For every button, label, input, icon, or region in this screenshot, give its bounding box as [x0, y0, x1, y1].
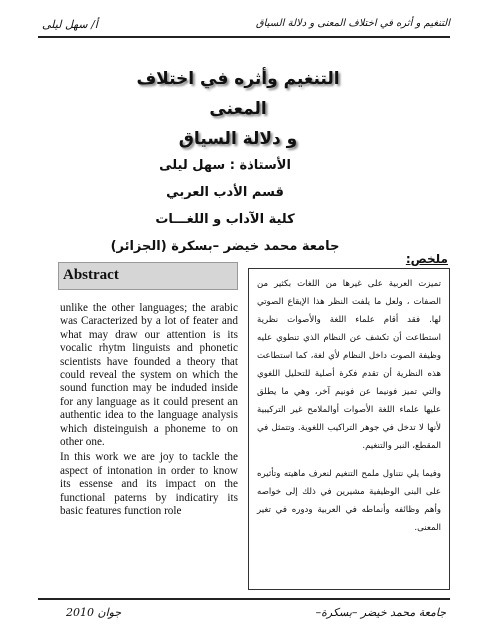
page-footer: [38, 598, 450, 628]
header-author: أ/ سهل ليلى: [42, 18, 98, 31]
summary-paragraph-2: وفيما يلي نتناول ملمح التنغيم لنعرف ماهيته وتأثيره على البنى الوظيفية مشيرين في ذلك إلى خواصه وأهم وظائفه وأنماطه في العربية ودوره في تغير المعنى.: [257, 469, 441, 533]
author-department: قسم الأدب العربي: [166, 185, 284, 200]
author-faculty: كلية الآداب و اللغـــات: [155, 212, 295, 227]
summary-box: [248, 268, 450, 590]
page-header: [38, 12, 450, 38]
abstract-heading: Abstract: [63, 267, 119, 283]
title-line-1: التنغيم وأثره في اختلاف المعنى: [136, 69, 340, 119]
author-name: الأستاذة : سهل ليلى: [159, 158, 291, 173]
abstract-body: [60, 302, 238, 521]
title-line-2: و دلالة السياق: [178, 129, 298, 149]
author-university: جامعة محمد خيضر –بسكرة (الجزائر): [110, 239, 340, 254]
summary-paragraph-1: تميزت العربية على غيرها من اللغات بكثير من الصفات ، ولعل ما يلفت النظر هذا الإيقاع الصوتي لها. فقد أقام علماء اللغة والأصوات نظرية استطاعت أن تكشف عن النظام الذي تنطوي عليه وظيفة الصوت داخل النظام لأي لغة، كما استطاعت هذه النظرية أن تقدم فكرة أصلية للتحليل اللغوي والتي تميز فونيما عن فونيم آخر، وهي ما يطلق عليها علماء اللغة الأصوات أوالملامح غير التركيبية لأنها لا تدخل في جوهر التراكيب اللغوية. وتتمثل في المقطع، النبر والتنغيم.: [257, 279, 441, 451]
author-info: [90, 152, 360, 260]
article-title: [108, 64, 368, 154]
abstract-paragraph-2: In this work we are joy to tackle the aspect of intonation in order to know its essense and its impact on the functional paterns by indicatiry its basic features function role: [60, 451, 238, 518]
summary-heading: ملخص:: [405, 252, 448, 266]
abstract-heading-box: [58, 262, 238, 290]
header-title: التنغيم و أثره في اختلاف المعنى و دلالة السياق: [255, 18, 450, 29]
footer-university: جامعة محمد خيضر –بسكرة–: [315, 606, 446, 619]
abstract-paragraph-1: unlike the other languages; the arabic was Caracterized by a lot of feater and what may draw our attention is its vocalic rhytm linguists and phonetic scientists have founded a theory that could reveal the system on which the sound function may be induded inside for any language as it could present an authentic idea to the language analysis which disteinguish a phoneme to on other one.: [60, 302, 238, 449]
footer-date: جوان 2010: [66, 606, 122, 619]
